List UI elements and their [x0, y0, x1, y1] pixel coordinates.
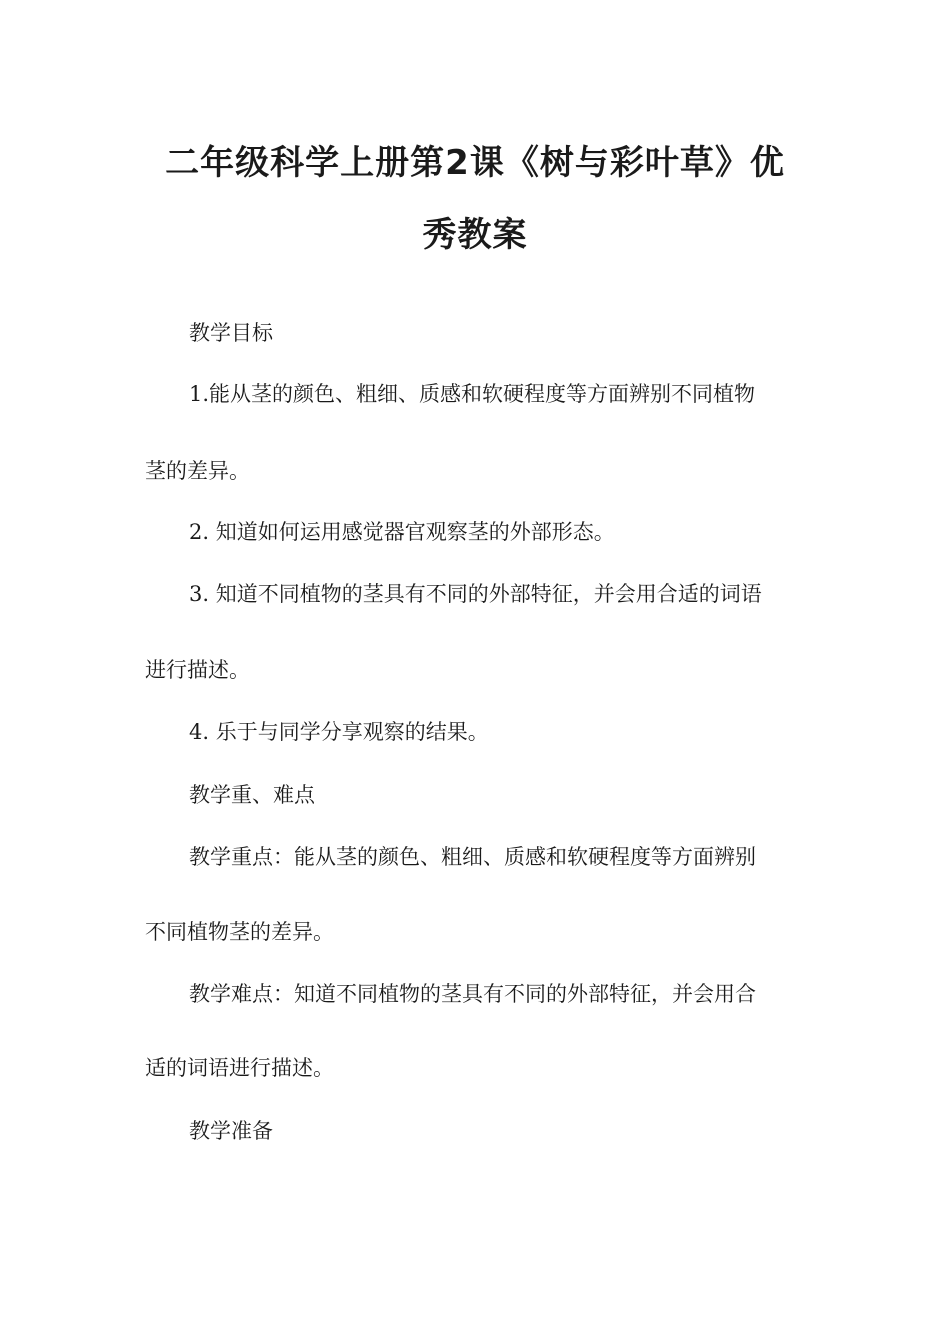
heading-objectives: 教学目标 — [189, 321, 273, 345]
heading-preparation: 教学准备 — [189, 1119, 273, 1143]
document-title-line-2: 秀教案 — [422, 215, 528, 255]
objective-1-line-1: 1.能从茎的颜色、粗细、质感和软硬程度等方面辨别不同植物 — [189, 382, 756, 406]
objective-4: 4. 乐于与同学分享观察的结果。 — [189, 720, 489, 744]
objective-2: 2. 知道如何运用感觉器官观察茎的外部形态。 — [189, 520, 615, 544]
key-point-line-2: 不同植物茎的差异。 — [145, 920, 334, 944]
document-title-line-1: 二年级科学上册第2课《树与彩叶草》优 — [165, 143, 785, 183]
difficulty-line-2: 适的词语进行描述。 — [145, 1056, 334, 1080]
key-point-line-1: 教学重点：能从茎的颜色、粗细、质感和软硬程度等方面辨别 — [189, 845, 756, 869]
objective-3-line-1: 3. 知道不同植物的茎具有不同的外部特征，并会用合适的词语 — [189, 582, 762, 606]
heading-key-points: 教学重、难点 — [189, 783, 315, 807]
objective-1-line-2: 茎的差异。 — [145, 459, 250, 483]
objective-3-line-2: 进行描述。 — [145, 658, 250, 682]
difficulty-line-1: 教学难点：知道不同植物的茎具有不同的外部特征，并会用合 — [189, 982, 756, 1006]
